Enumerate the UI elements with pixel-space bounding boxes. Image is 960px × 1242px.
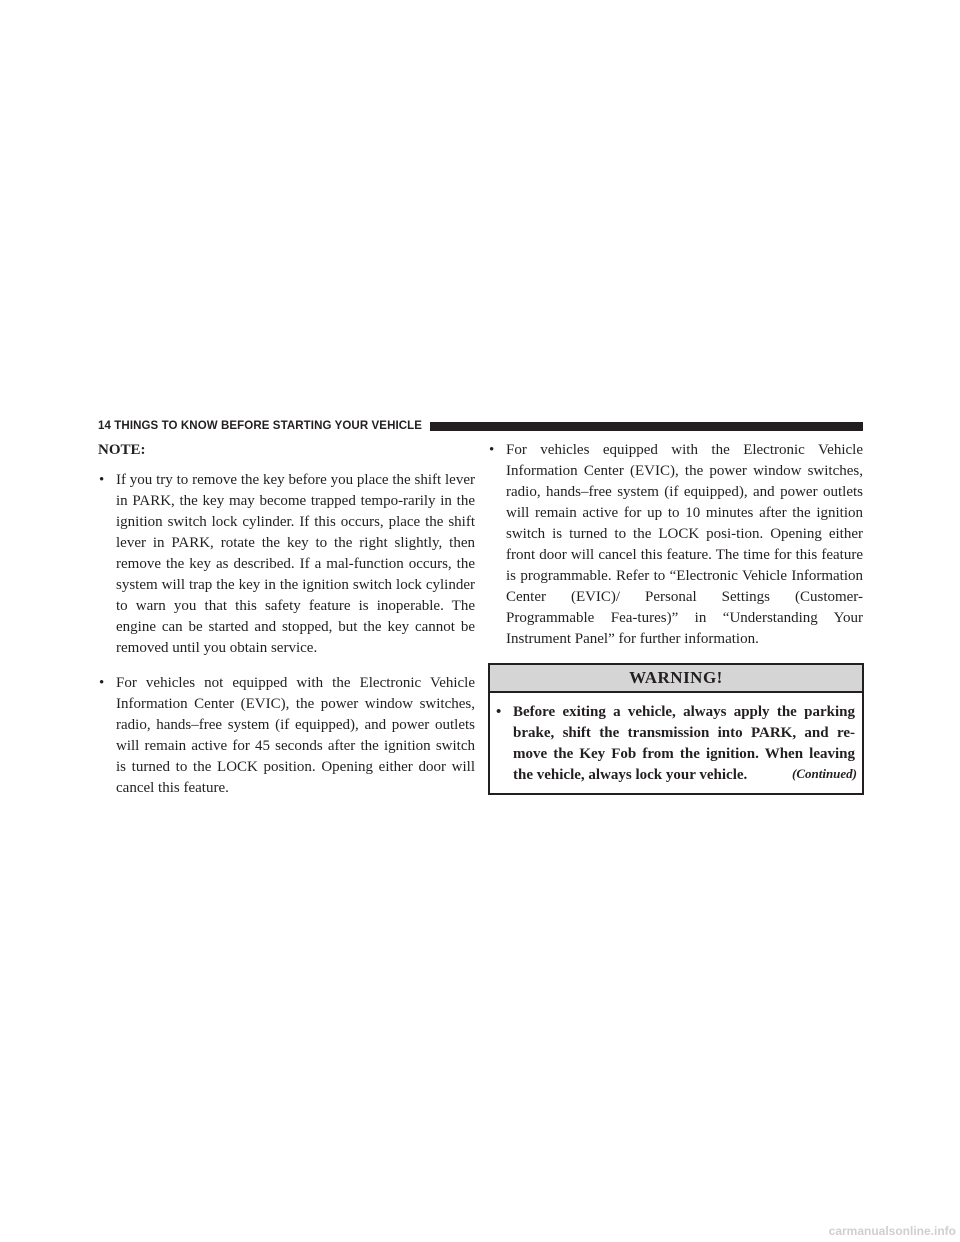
list-item-text: For vehicles not equipped with the Electronic Vehicle Information Center (EVIC), the power window switches, radio, hands–free system (if equipped), and power outlets will remain active for 45 seconds after the ignition switch is turned to the LOCK position. Opening either door will cancel this feature. xyxy=(116,675,475,796)
page-header xyxy=(98,419,863,433)
watermark-link[interactable]: carmanualsonline.info xyxy=(828,1224,956,1238)
list-item-text: If you try to remove the key before you place the shift lever in PARK, the key may become trapped tempo-rarily in the ignition switch lock cylinder. If this occurs, place the shift lever in PARK, rotate the key to the right slightly, then remove the key as described. If a mal-function occurs, the system will trap the key in the ignition switch lock cylinder to warn you that this safety feature is inoperable. The engine can be started and stopped, but the key cannot be removed until you obtain service. xyxy=(116,472,475,656)
bullet-icon: • xyxy=(99,472,105,488)
bullet-icon: • xyxy=(496,704,502,720)
list-item-text: For vehicles equipped with the Electronic Vehicle Information Center (EVIC), the power window switches, radio, hands–free system (if equipped), and power outlets will remain active for up to 10 minutes after the ignition switch is turned to the LOCK posi-tion. Opening either front door will cancel this feature. The time for this feature is programmable. Refer to “Electronic Vehicle Information Center (EVIC)/ Personal Settings (Customer-Programmable Fea-tures)” in “Understanding Your Instrument Panel” for further information. xyxy=(506,442,863,647)
list-item xyxy=(488,440,863,650)
right-column xyxy=(488,440,863,664)
header-title: 14 THINGS TO KNOW BEFORE STARTING YOUR VEHICLE xyxy=(98,420,423,432)
warning-title: WARNING! xyxy=(490,665,862,693)
warning-item-text: Before exiting a vehicle, always apply the parking brake, shift the transmission into PARK, and re-move the Key Fob from the ignition. When leaving the vehicle, always lock your vehicle. xyxy=(513,704,855,783)
header-rule xyxy=(430,422,863,431)
list-item xyxy=(98,673,475,799)
right-list xyxy=(488,440,863,650)
bullet-icon: • xyxy=(99,675,105,691)
note-list xyxy=(98,470,475,799)
list-item xyxy=(98,470,475,659)
left-column xyxy=(98,440,475,813)
bullet-icon: • xyxy=(489,442,495,458)
note-title: NOTE: xyxy=(98,442,146,458)
continued-label: (Continued) xyxy=(791,766,857,781)
